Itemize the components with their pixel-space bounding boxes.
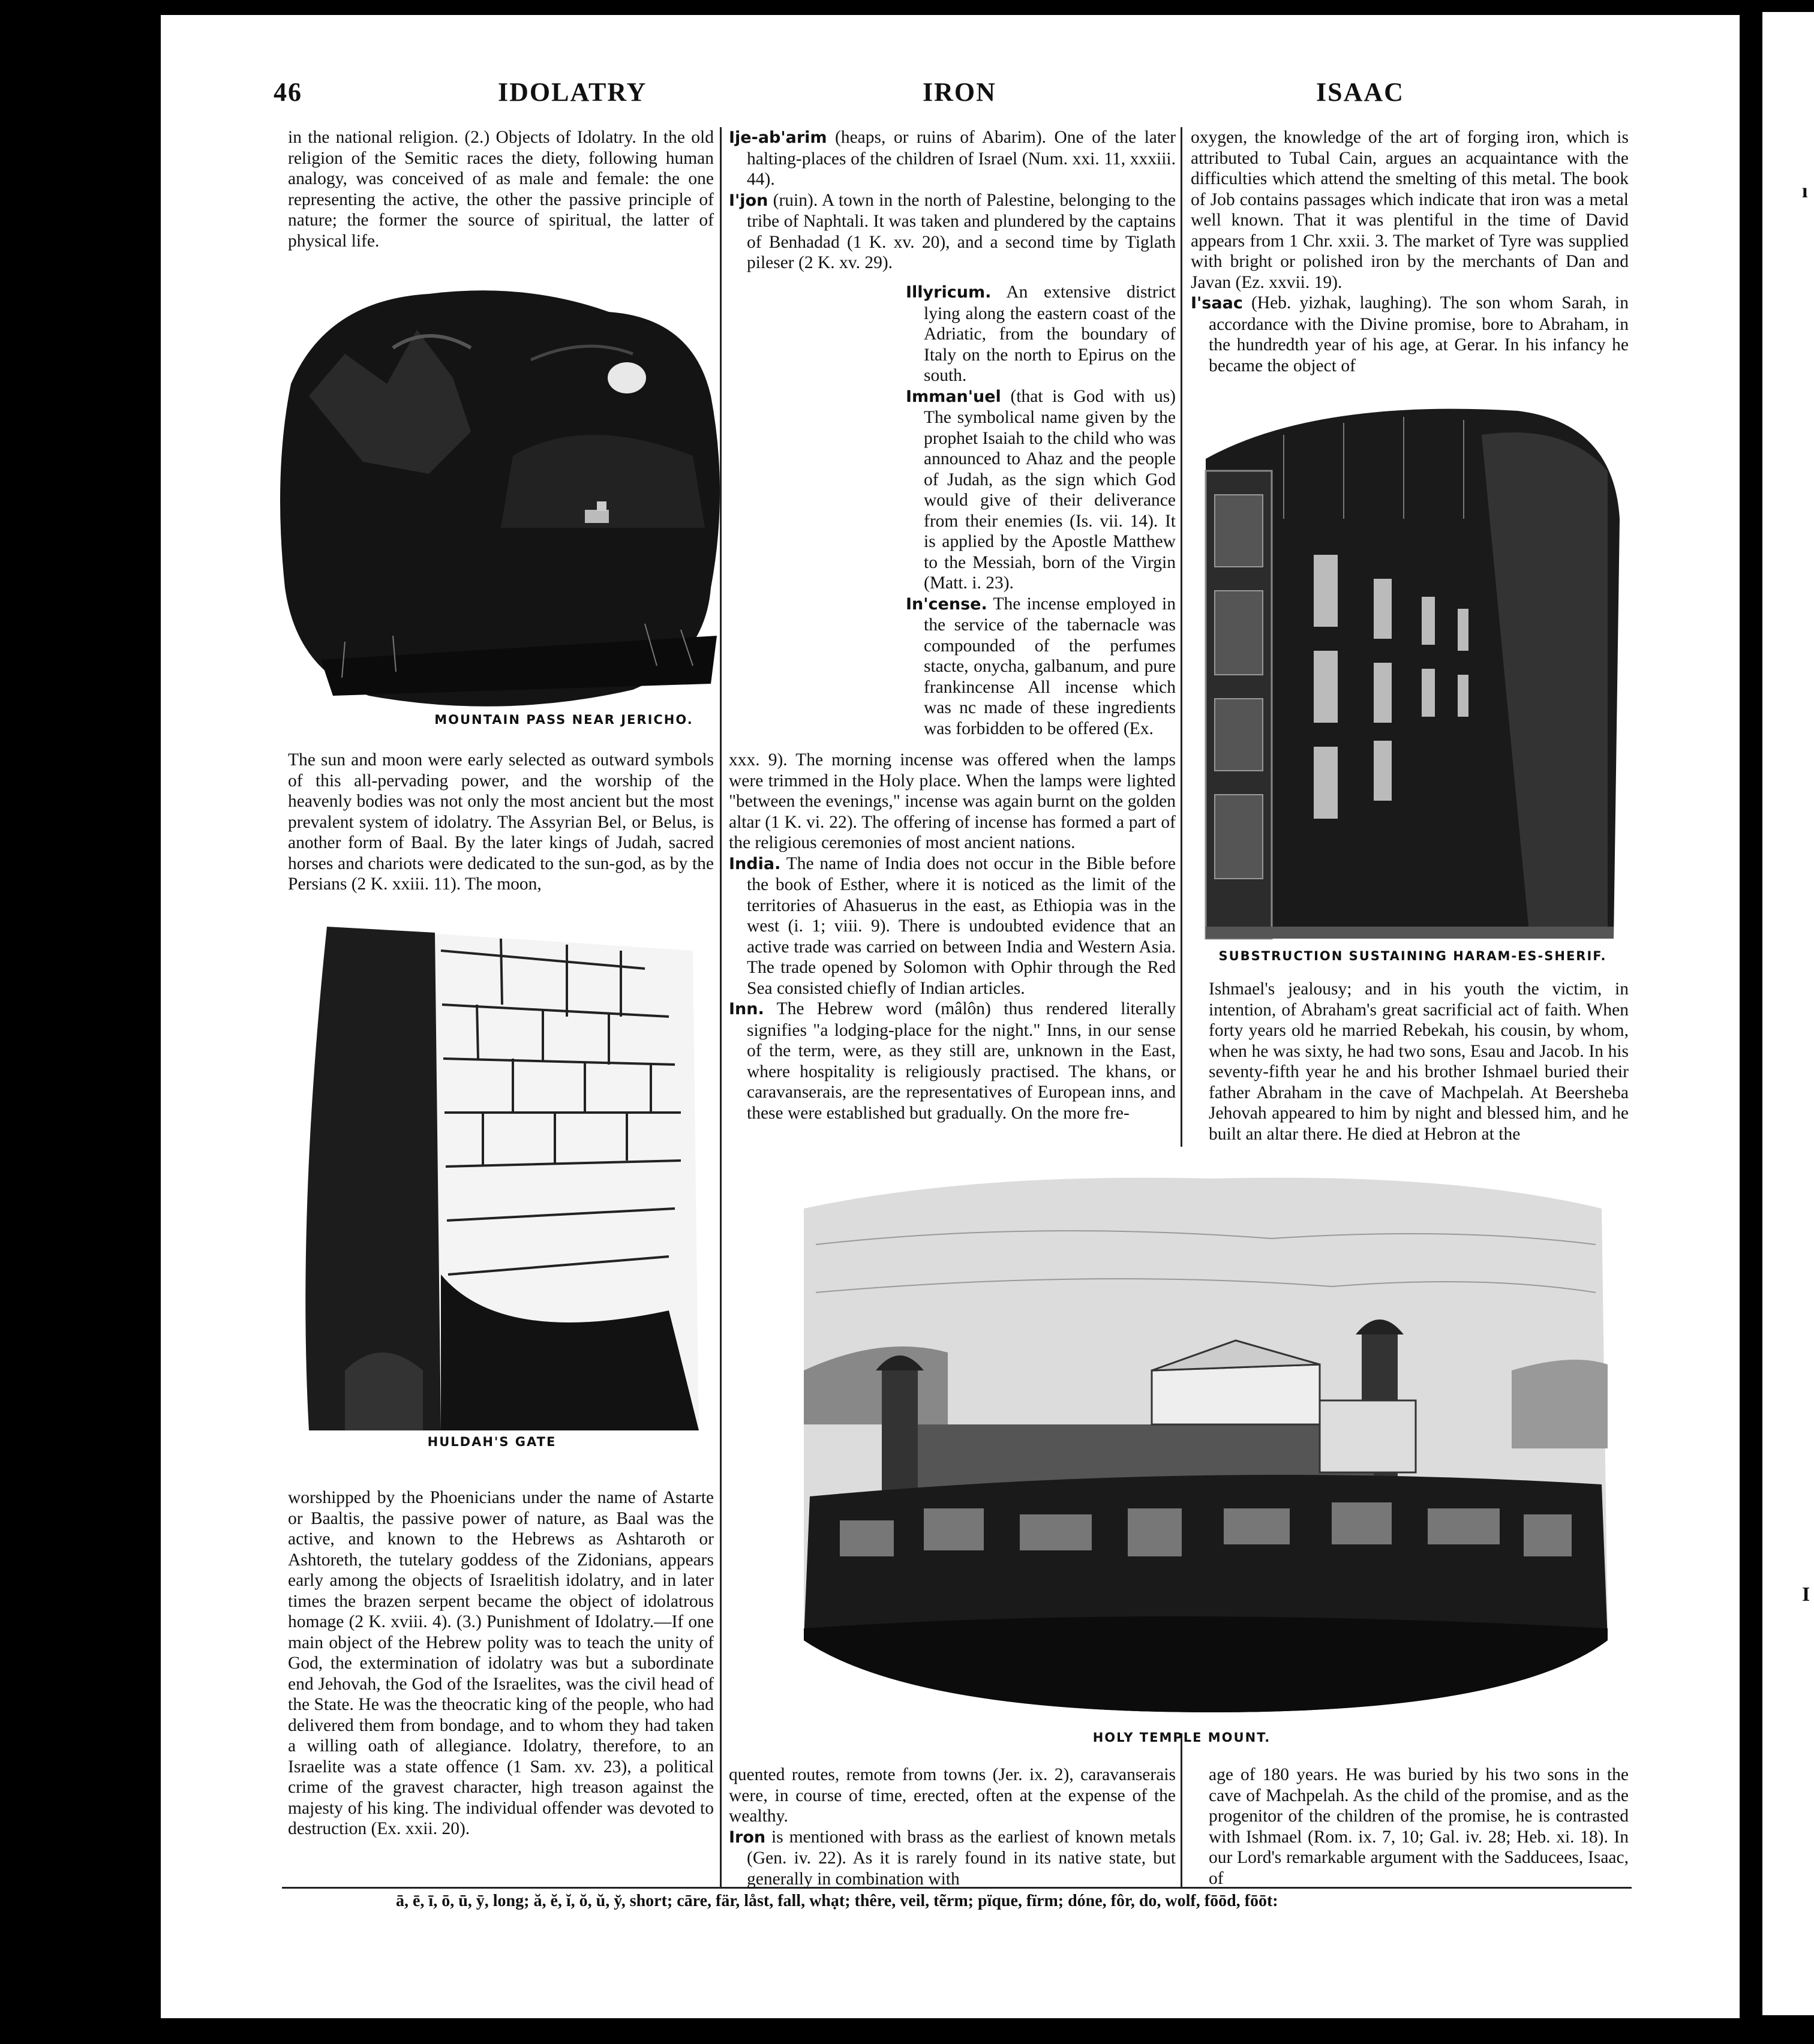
caption-substruction: SUBSTRUCTION SUSTAINING HARAM-ES-SHERIF. bbox=[1218, 949, 1607, 963]
headword: Imman'uel bbox=[906, 387, 1001, 406]
entry-india bbox=[729, 853, 1176, 999]
col1-mid-text: The sun and moon were early selected as outward symbols of this all-pervading power, and the worship of the heavenly bodies was not only the most ancient but the most prevalent system of idolatry. The Assyrian Bel, or Belus, is another form of Baal. By the later kings of Judah, sacred horses and chariots were dedicated to the sun-god, as by the Persians (2 K. xxiii. 11). The moon, bbox=[288, 750, 714, 894]
column-rule-right-lower bbox=[1181, 1733, 1182, 1888]
entry-ije-abarim bbox=[729, 127, 1176, 190]
caption-mountain-pass: MOUNTAIN PASS NEAR JERICHO. bbox=[434, 713, 693, 727]
headword: Iron bbox=[729, 1827, 766, 1847]
headword: I'jon bbox=[729, 191, 768, 210]
col2-bottom bbox=[729, 1765, 1176, 1889]
entry-illyricum bbox=[906, 282, 1176, 386]
headword: India. bbox=[729, 854, 781, 873]
incense-continued: xxx. 9). The morning incense was offered when the lamps were trimmed in the Holy place. When the lamps were lighted "between the evenings," incense was again burnt on the golden altar (1 K. vi. 22). The offering of incense has formed a part of the religious ceremonies of most ancient nations. bbox=[729, 750, 1176, 852]
caption-huldahs-gate: HULDAH'S GATE bbox=[427, 1435, 557, 1449]
entry-text: The incense employed in the service of the tabernacle was compounded of the perfumes stacte, onycha, galbanum, and pure frankincense All incense which was nc made of these ingredients was forbidden to be offered (Ex. bbox=[924, 594, 1176, 738]
left-running-title: IDOLATRY bbox=[498, 77, 647, 107]
entry-iron bbox=[729, 1827, 1176, 1890]
headword: Inn. bbox=[729, 1000, 764, 1018]
entry-text: The name of India does not occur in the Bible before the book of Esther, where it is noticed as the limit of the territories of Ahasuerus in the east, as Ethiopia was in the west (i. 1; viii. 9). There is undoubted evidence that an active trade was carried on between India and Western Asia. The trade opened by Solomon with Ophir through the Red Sea consisted chiefly of Indian articles. bbox=[747, 853, 1176, 998]
page-number: 46 bbox=[274, 77, 302, 107]
headword: In'cense. bbox=[906, 594, 987, 614]
pronunciation-key: ā, ē, ī, ō, ū, ȳ, long; ă, ĕ, ĭ, ŏ, ŭ, y̆, short; cāre, fär, låst, fall, whạt; thêre, veil, tẽrm; pïque, fïrm; dóne, fôr, do, wolf, fōōd, fōōt: bbox=[396, 1892, 1278, 1910]
edge-letter: I bbox=[1802, 1583, 1810, 1606]
entry-immanuel bbox=[906, 386, 1176, 594]
entry-text: The Hebrew word (mâlôn) thus rendered literally signifies "a lodging-place for the night." Inns, in our sense of the term, were, as they still are, unknown in the East, where hospitality is religiously practised. The khans, or caravanserais, are the representatives of European inns, and these were established but gradually. On the more fre- bbox=[747, 999, 1176, 1123]
mountain-pass-illustration bbox=[273, 276, 729, 711]
entry-text: (ruin). A town in the north of Palestine, belonging to the tribe of Naphtali. It was taken and plundered by the captains of Benhadad (1 K. xv. 20), and a second time by Tiglath pileser (2 K. xv. 29). bbox=[747, 190, 1176, 272]
col1-top-text: in the national religion. (2.) Objects of Idolatry. In the old religion of the Semitic races the diety, following human analogy, was conceived of as male and female: the one representing the active, the other the passive principle of nature; the former the source of spiritual, the latter of physical life. bbox=[288, 128, 714, 251]
entry-text: An extensive district lying along the eastern coast of the Adriatic, from the boundary of Italy on the north to Epirus on the south. bbox=[924, 282, 1176, 385]
headword: Illyricum. bbox=[906, 283, 992, 302]
substruction-illustration bbox=[1194, 399, 1626, 945]
col1-bottom-text: worshipped by the Phoenicians under the name of Astarte or Baaltis, the passive power of nature, as Baal was the active, and known to the Hebrews as Ashtaroth or Ashtoreth, the tutelary goddess of the Zidonians, appears early among the objects of Israelitish idolatry, and in later times the brazen serpent became the object of idolatrous homage (2 K. xviii. 4). (3.) Punishment of Idolatry.—If one main object of the Hebrew polity was to teach the unity of God, the extermination of idolatry was but a subordinate end Jehovah, the God of the Israelites, was the civil head of the State. He was the theocratic king of the people, who had delivered them from bondage, and to whom they had taken a willing oath of allegiance. Idolatry, therefore, to an Israelite was a state offence (1 Sam. xv. 23), a political crime of the gravest character, high treason against the majesty of his king. The individual offender was devoted to destruction (Ex. xxii. 20). bbox=[288, 1488, 714, 1838]
edge-mark: ı bbox=[1802, 180, 1808, 202]
center-running-title: IRON bbox=[923, 77, 996, 107]
col2-lower bbox=[729, 750, 1176, 1123]
caption-holy-temple-mount: HOLY TEMPLE MOUNT. bbox=[1092, 1730, 1271, 1745]
col3-mid-text: Ishmael's jealousy; and in his youth the victim, in intention, of Abraham's great sacrificial act of faith. When forty years old he married Rebekah, his cousin, by whom, when he was sixty, he had two sons, Esau and Jacob. In his seventy-fifth year he and his brother Ishmael buried their father Abraham in the cave of Machpelah. At Beersheba Jehovah appeared to him by night and blessed him, and he built an altar there. He died at Hebron at the bbox=[1209, 979, 1629, 1144]
entry-text: (Heb. yizhak, laughing). The son whom Sarah, in accordance with the Divine promise, bore to Abraham, in the hundredth year of his age, at Gerar. In his infancy he became the object of bbox=[1209, 293, 1629, 375]
headword: I'saac bbox=[1191, 294, 1243, 312]
entry-ijon bbox=[729, 190, 1176, 273]
entry-text: (heaps, or ruins of Abarim). One of the later halting-places of the children of Israel (Num. xxi. 11, xxxiii. 44). bbox=[747, 128, 1176, 189]
col2-narrow bbox=[906, 282, 1176, 739]
entry-text: is mentioned with brass as the earliest of known metals (Gen. iv. 22). As it is rarely found in its native state, but generally in combination with bbox=[747, 1827, 1176, 1889]
huldahs-gate-illustration bbox=[285, 915, 699, 1430]
headword: Ije-ab'arim bbox=[729, 128, 827, 147]
holy-temple-mount-illustration bbox=[792, 1173, 1614, 1724]
right-running-title: ISAAC bbox=[1316, 77, 1404, 107]
entry-text: (that is God with us) The symbolical name given by the prophet Isaiah to the child who was announced to Ahaz and the people of Judah, as the sign which God would give of their deliverance from their enemies (Is. vii. 14). It is applied by the Apostle Matthew to the Messiah, born of the Virgin (Matt. i. 23). bbox=[924, 386, 1176, 593]
col3-upper bbox=[1191, 127, 1629, 376]
entry-inn bbox=[729, 999, 1176, 1123]
column-rule-right-upper bbox=[1181, 127, 1182, 1147]
next-page-edge bbox=[1762, 12, 1814, 2015]
entry-isaac bbox=[1191, 293, 1629, 376]
col3-bottom-text: age of 180 years. He was buried by his two sons in the cave of Machpelah. As the child of the promise, and as the progenitor of the children of the promise, he is contrasted with Ishmael (Rom. ix. 7, 10; Gal. iv. 28; Heb. xi. 18). In our Lord's remarkable argument with the Sadducees, Isaac, of bbox=[1209, 1765, 1629, 1888]
col3-top-text: oxygen, the knowledge of the art of forging iron, which is attributed to Tubal Cain, argues an acquaintance with the difficulties which attend the smelting of this metal. The book of Job contains passages which indicate that iron was a metal well known. That it was plentiful in the time of David appears from 1 Chr. xxii. 3. The market of Tyre was supplied with bright or polished iron by the merchants of Dan and Javan (Ez. xxvii. 19). bbox=[1191, 128, 1629, 292]
inn-continued: quented routes, remote from towns (Jer. ix. 2), caravanserais were, in course of time, erected, often at the expense of the wealthy. bbox=[729, 1765, 1176, 1826]
entry-incense bbox=[906, 594, 1176, 740]
col2-upper bbox=[729, 127, 1176, 273]
